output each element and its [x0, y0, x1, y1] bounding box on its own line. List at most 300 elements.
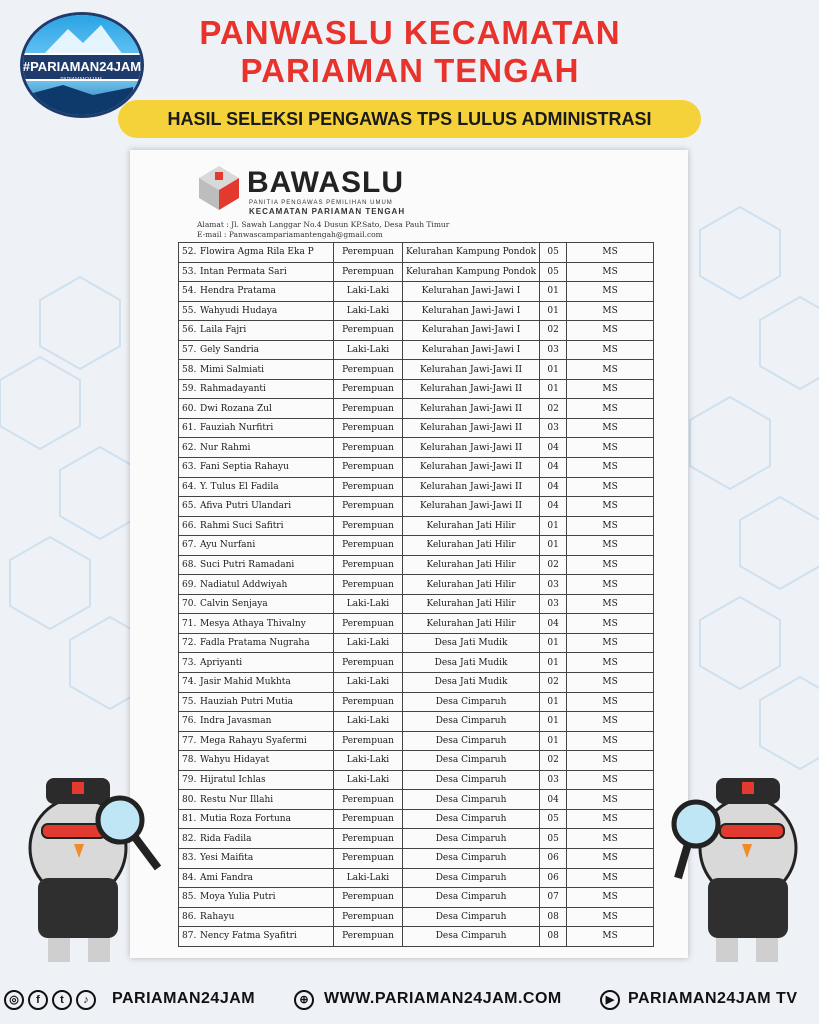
- table-row: [179, 360, 654, 380]
- row-gender: Perempuan: [334, 262, 403, 282]
- row-name: [179, 673, 334, 693]
- row-status: MS: [567, 301, 654, 321]
- table-row: [179, 399, 654, 419]
- row-name: [179, 770, 334, 790]
- row-name: [179, 321, 334, 341]
- row-person-name: Y. Tulus El Fadila: [200, 481, 279, 492]
- website-link[interactable]: WWW.PARIAMAN24JAM.COM: [324, 990, 562, 1007]
- row-tps: 03: [540, 340, 567, 360]
- row-tps: 04: [540, 477, 567, 497]
- row-tps: 04: [540, 790, 567, 810]
- table-row: [179, 594, 654, 614]
- table-row: [179, 907, 654, 927]
- row-person-name: Calvin Senjaya: [200, 599, 268, 610]
- row-location: Desa Cimparuh: [403, 692, 540, 712]
- row-location: Desa Cimparuh: [403, 888, 540, 908]
- row-gender: Perempuan: [334, 516, 403, 536]
- row-gender: Perempuan: [334, 829, 403, 849]
- row-status: MS: [567, 262, 654, 282]
- row-location: Desa Jati Mudik: [403, 673, 540, 693]
- row-status: MS: [567, 477, 654, 497]
- row-status: MS: [567, 712, 654, 732]
- row-name: [179, 282, 334, 302]
- bawaslu-logo-icon: [195, 164, 243, 210]
- row-person-name: Flowira Agma Rila Eka P: [200, 247, 314, 258]
- row-name: [179, 575, 334, 595]
- row-gender: Laki-Laki: [334, 673, 403, 693]
- row-location: Kelurahan Jati Hilir: [403, 516, 540, 536]
- youtube-channel[interactable]: PARIAMAN24JAM TV: [628, 990, 798, 1007]
- row-name: [179, 340, 334, 360]
- row-number: 58.: [182, 364, 197, 375]
- row-status: MS: [567, 848, 654, 868]
- row-status: MS: [567, 399, 654, 419]
- row-tps: 04: [540, 497, 567, 517]
- row-location: Desa Cimparuh: [403, 712, 540, 732]
- row-number: 74.: [182, 677, 197, 688]
- row-person-name: Wahyu Hidayat: [200, 755, 270, 766]
- row-status: MS: [567, 809, 654, 829]
- row-gender: Laki-Laki: [334, 594, 403, 614]
- table-row: [179, 340, 654, 360]
- row-status: MS: [567, 731, 654, 751]
- row-status: MS: [567, 516, 654, 536]
- row-person-name: Indra Javasman: [200, 716, 272, 727]
- table-row: [179, 633, 654, 653]
- row-tps: 03: [540, 594, 567, 614]
- row-gender: Laki-Laki: [334, 751, 403, 771]
- row-tps: 05: [540, 829, 567, 849]
- row-person-name: Mimi Salmiati: [200, 364, 265, 375]
- row-location: Kelurahan Jati Hilir: [403, 594, 540, 614]
- row-number: 69.: [182, 579, 197, 590]
- table-row: [179, 614, 654, 634]
- row-person-name: Ami Fandra: [200, 872, 253, 883]
- row-tps: 01: [540, 282, 567, 302]
- row-person-name: Laila Fajri: [200, 325, 247, 336]
- table-row: [179, 536, 654, 556]
- row-gender: Perempuan: [334, 848, 403, 868]
- row-gender: Laki-Laki: [334, 712, 403, 732]
- row-status: MS: [567, 497, 654, 517]
- document-sheet: [130, 150, 688, 958]
- row-name: [179, 497, 334, 517]
- brand-badge-label: #PARIAMAN24JAM: [20, 53, 144, 81]
- row-person-name: Fauziah Nurfitri: [200, 423, 274, 434]
- row-gender: Perempuan: [334, 418, 403, 438]
- tiktok-icon[interactable]: ♪: [76, 990, 96, 1010]
- row-name: [179, 360, 334, 380]
- org-subtitle-2: KECAMATAN PARIAMAN TENGAH: [249, 207, 406, 216]
- row-location: Kelurahan Jawi-Jawi II: [403, 497, 540, 517]
- row-person-name: Jasir Mahid Mukhta: [200, 677, 291, 688]
- row-name: [179, 907, 334, 927]
- row-status: MS: [567, 536, 654, 556]
- row-number: 62.: [182, 442, 197, 453]
- row-location: Desa Cimparuh: [403, 751, 540, 771]
- row-person-name: Rahmadayanti: [200, 384, 266, 395]
- row-name: [179, 731, 334, 751]
- table-row: [179, 458, 654, 478]
- row-location: Kelurahan Jawi-Jawi I: [403, 321, 540, 341]
- table-row: [179, 262, 654, 282]
- row-status: MS: [567, 927, 654, 947]
- row-tps: 04: [540, 614, 567, 634]
- row-name: [179, 594, 334, 614]
- youtube-icon[interactable]: ▶: [600, 990, 620, 1010]
- row-location: Kelurahan Kampung Pondok: [403, 262, 540, 282]
- row-gender: Laki-Laki: [334, 301, 403, 321]
- table-row: [179, 653, 654, 673]
- row-name: [179, 751, 334, 771]
- row-status: MS: [567, 614, 654, 634]
- table-row: [179, 477, 654, 497]
- row-number: 60.: [182, 403, 197, 414]
- row-person-name: Fani Septia Rahayu: [200, 462, 289, 473]
- row-tps: 06: [540, 868, 567, 888]
- table-row: [179, 751, 654, 771]
- row-status: MS: [567, 575, 654, 595]
- row-number: 55.: [182, 305, 197, 316]
- row-gender: Perempuan: [334, 243, 403, 263]
- row-gender: Perempuan: [334, 555, 403, 575]
- row-status: MS: [567, 282, 654, 302]
- owl-mascot-right: [658, 768, 818, 968]
- row-person-name: Nency Fatma Syafitri: [200, 931, 297, 942]
- row-tps: 02: [540, 673, 567, 693]
- table-row: [179, 555, 654, 575]
- row-location: Desa Cimparuh: [403, 907, 540, 927]
- row-person-name: Apriyanti: [200, 657, 243, 668]
- row-number: 66.: [182, 520, 197, 531]
- row-person-name: Wahyudi Hudaya: [200, 305, 278, 316]
- row-person-name: Intan Permata Sari: [200, 266, 287, 277]
- row-tps: 03: [540, 770, 567, 790]
- row-number: 59.: [182, 384, 197, 395]
- table-row: [179, 243, 654, 263]
- row-location: Kelurahan Jawi-Jawi II: [403, 360, 540, 380]
- row-tps: 06: [540, 848, 567, 868]
- row-name: [179, 712, 334, 732]
- row-location: Kelurahan Jawi-Jawi II: [403, 418, 540, 438]
- row-status: MS: [567, 751, 654, 771]
- row-number: 57.: [182, 345, 197, 355]
- row-status: MS: [567, 907, 654, 927]
- row-person-name: Rahayu: [200, 911, 235, 922]
- row-number: 75.: [182, 696, 197, 707]
- row-tps: 05: [540, 243, 567, 263]
- row-number: 67.: [182, 540, 197, 551]
- row-name: [179, 829, 334, 849]
- row-gender: Perempuan: [334, 438, 403, 458]
- row-number: 81.: [182, 814, 197, 825]
- table-row: [179, 712, 654, 732]
- row-gender: Laki-Laki: [334, 633, 403, 653]
- row-gender: Perempuan: [334, 321, 403, 341]
- row-location: Desa Cimparuh: [403, 731, 540, 751]
- row-gender: Laki-Laki: [334, 770, 403, 790]
- row-number: 78.: [182, 755, 197, 766]
- document-letterhead: [195, 160, 595, 240]
- row-person-name: Nadiatul Addwiyah: [200, 579, 288, 590]
- row-person-name: Restu Nur Illahi: [200, 794, 274, 805]
- row-gender: Laki-Laki: [334, 340, 403, 360]
- row-number: 68.: [182, 560, 197, 571]
- row-gender: Perempuan: [334, 477, 403, 497]
- row-number: 53.: [182, 266, 197, 277]
- row-person-name: Rida Fadila: [200, 833, 252, 844]
- row-name: [179, 477, 334, 497]
- row-name: [179, 848, 334, 868]
- row-gender: Perempuan: [334, 907, 403, 927]
- row-tps: 01: [540, 360, 567, 380]
- row-tps: 04: [540, 458, 567, 478]
- row-number: 71.: [182, 618, 197, 629]
- table-row: [179, 868, 654, 888]
- row-person-name: Mutia Roza Fortuna: [200, 814, 291, 825]
- brand-logo: [20, 12, 144, 118]
- row-person-name: Mesya Athaya Thivalny: [200, 618, 306, 629]
- table-row: [179, 829, 654, 849]
- row-gender: Perempuan: [334, 653, 403, 673]
- row-name: [179, 809, 334, 829]
- row-tps: 07: [540, 888, 567, 908]
- row-number: 77.: [182, 735, 197, 746]
- row-location: Kelurahan Jawi-Jawi II: [403, 477, 540, 497]
- row-number: 70.: [182, 599, 197, 610]
- row-gender: Perempuan: [334, 575, 403, 595]
- row-location: Kelurahan Jati Hilir: [403, 555, 540, 575]
- row-location: Kelurahan Kampung Pondok: [403, 243, 540, 263]
- table-row: [179, 731, 654, 751]
- row-location: Desa Jati Mudik: [403, 653, 540, 673]
- row-gender: Laki-Laki: [334, 282, 403, 302]
- row-number: 76.: [182, 716, 197, 727]
- row-number: 79.: [182, 775, 197, 786]
- row-name: [179, 516, 334, 536]
- row-status: MS: [567, 770, 654, 790]
- table-row: [179, 379, 654, 399]
- row-person-name: Dwi Rozana Zul: [200, 403, 272, 414]
- row-status: MS: [567, 418, 654, 438]
- row-name: [179, 243, 334, 263]
- table-row: [179, 418, 654, 438]
- candidate-table: [178, 242, 654, 947]
- row-gender: Perempuan: [334, 614, 403, 634]
- row-location: Kelurahan Jawi-Jawi I: [403, 282, 540, 302]
- row-tps: 03: [540, 575, 567, 595]
- row-location: Desa Jati Mudik: [403, 633, 540, 653]
- owl-mascot-left: [8, 768, 168, 968]
- row-tps: 04: [540, 438, 567, 458]
- row-name: [179, 301, 334, 321]
- row-location: Desa Cimparuh: [403, 829, 540, 849]
- row-number: 82.: [182, 833, 197, 844]
- row-name: [179, 790, 334, 810]
- row-tps: 03: [540, 418, 567, 438]
- instagram-icon[interactable]: ◎: [4, 990, 24, 1010]
- table-row: [179, 692, 654, 712]
- row-name: [179, 653, 334, 673]
- row-number: 85.: [182, 892, 197, 903]
- row-status: MS: [567, 458, 654, 478]
- row-person-name: Hijratul Ichlas: [200, 775, 266, 786]
- table-row: [179, 321, 654, 341]
- row-number: 56.: [182, 325, 197, 336]
- row-status: MS: [567, 790, 654, 810]
- row-person-name: Nur Rahmi: [200, 442, 251, 453]
- facebook-icon[interactable]: f: [28, 990, 48, 1010]
- row-status: MS: [567, 360, 654, 380]
- org-email: E-mail : Panwascampariamantengah@gmail.com: [197, 230, 383, 239]
- row-status: MS: [567, 673, 654, 693]
- table-row: [179, 301, 654, 321]
- row-tps: 08: [540, 927, 567, 947]
- row-gender: Perempuan: [334, 692, 403, 712]
- row-name: [179, 888, 334, 908]
- row-tps: 02: [540, 751, 567, 771]
- row-status: MS: [567, 243, 654, 263]
- table-row: [179, 438, 654, 458]
- row-status: MS: [567, 340, 654, 360]
- row-gender: Perempuan: [334, 927, 403, 947]
- table-row: [179, 770, 654, 790]
- row-person-name: Suci Putri Ramadani: [200, 560, 295, 571]
- row-tps: 08: [540, 907, 567, 927]
- row-number: 84.: [182, 872, 197, 883]
- row-name: [179, 379, 334, 399]
- row-tps: 02: [540, 399, 567, 419]
- row-location: Kelurahan Jati Hilir: [403, 575, 540, 595]
- row-tps: 01: [540, 712, 567, 732]
- row-status: MS: [567, 829, 654, 849]
- row-location: Desa Cimparuh: [403, 770, 540, 790]
- table-row: [179, 497, 654, 517]
- row-gender: Perempuan: [334, 809, 403, 829]
- row-name: [179, 262, 334, 282]
- row-person-name: Afiva Putri Ulandari: [200, 501, 292, 512]
- page-subtitle: HASIL SELEKSI PENGAWAS TPS LULUS ADMINISTRASI: [118, 100, 701, 138]
- row-name: [179, 868, 334, 888]
- row-person-name: Gely Sandria: [200, 345, 259, 355]
- row-number: 54.: [182, 286, 197, 297]
- row-person-name: Moya Yulia Putri: [200, 892, 276, 903]
- row-tps: 01: [540, 633, 567, 653]
- row-person-name: Hauziah Putri Mutia: [200, 696, 294, 707]
- row-name: [179, 692, 334, 712]
- row-number: 83.: [182, 853, 197, 864]
- row-gender: Laki-Laki: [334, 868, 403, 888]
- row-location: Kelurahan Jati Hilir: [403, 614, 540, 634]
- row-tps: 05: [540, 809, 567, 829]
- row-person-name: Hendra Pratama: [200, 286, 276, 297]
- row-gender: Perempuan: [334, 536, 403, 556]
- row-location: Kelurahan Jati Hilir: [403, 536, 540, 556]
- row-number: 72.: [182, 638, 197, 649]
- row-number: 52.: [182, 247, 197, 258]
- row-person-name: Rahmi Suci Safitri: [200, 520, 284, 531]
- row-tps: 01: [540, 379, 567, 399]
- row-number: 65.: [182, 501, 197, 512]
- table-row: [179, 809, 654, 829]
- row-number: 86.: [182, 911, 197, 922]
- row-person-name: Ayu Nurfani: [200, 540, 256, 551]
- row-gender: Perempuan: [334, 497, 403, 517]
- row-name: [179, 633, 334, 653]
- row-tps: 01: [540, 301, 567, 321]
- row-gender: Perempuan: [334, 458, 403, 478]
- row-location: Kelurahan Jawi-Jawi II: [403, 399, 540, 419]
- table-row: [179, 848, 654, 868]
- row-person-name: Fadla Pratama Nugraha: [200, 638, 310, 649]
- row-gender: Perempuan: [334, 399, 403, 419]
- row-location: Kelurahan Jawi-Jawi II: [403, 438, 540, 458]
- row-tps: 05: [540, 262, 567, 282]
- page-title-line1: PANWASLU KECAMATAN: [199, 14, 621, 51]
- org-address: Alamat : Jl. Sawah Langgar No.4 Dusun KP.Sato, Desa Pauh Timur: [197, 220, 450, 229]
- row-status: MS: [567, 868, 654, 888]
- row-status: MS: [567, 379, 654, 399]
- footer-bar: [0, 980, 819, 1024]
- row-person-name: Mega Rahayu Syafermi: [200, 735, 307, 746]
- row-name: [179, 458, 334, 478]
- org-subtitle-1: PANITIA PENGAWAS PEMILIHAN UMUM: [249, 200, 393, 206]
- page-title-line2: PARIAMAN TENGAH: [240, 52, 580, 89]
- row-status: MS: [567, 633, 654, 653]
- row-name: [179, 555, 334, 575]
- table-row: [179, 575, 654, 595]
- row-number: 63.: [182, 462, 197, 473]
- row-name: [179, 536, 334, 556]
- row-tps: 01: [540, 692, 567, 712]
- twitter-icon[interactable]: t: [52, 990, 72, 1010]
- row-status: MS: [567, 555, 654, 575]
- row-name: [179, 438, 334, 458]
- row-name: [179, 614, 334, 634]
- row-number: 80.: [182, 794, 197, 805]
- row-status: MS: [567, 594, 654, 614]
- row-gender: Perempuan: [334, 888, 403, 908]
- row-location: Desa Cimparuh: [403, 790, 540, 810]
- row-location: Kelurahan Jawi-Jawi I: [403, 301, 540, 321]
- row-tps: 01: [540, 516, 567, 536]
- row-number: 64.: [182, 481, 197, 492]
- table-row: [179, 282, 654, 302]
- brand-badge-sub: PARIAMAN24JAM: [60, 77, 102, 83]
- org-name: BAWASLU: [247, 166, 404, 199]
- row-tps: 02: [540, 321, 567, 341]
- row-status: MS: [567, 888, 654, 908]
- row-location: Desa Cimparuh: [403, 927, 540, 947]
- row-name: [179, 399, 334, 419]
- row-status: MS: [567, 653, 654, 673]
- row-name: [179, 927, 334, 947]
- row-tps: 01: [540, 731, 567, 751]
- row-tps: 01: [540, 653, 567, 673]
- table-row: [179, 516, 654, 536]
- row-tps: 01: [540, 536, 567, 556]
- table-row: [179, 888, 654, 908]
- table-row: [179, 673, 654, 693]
- row-status: MS: [567, 321, 654, 341]
- row-tps: 02: [540, 555, 567, 575]
- table-row: [179, 927, 654, 947]
- row-gender: Perempuan: [334, 379, 403, 399]
- row-location: Desa Cimparuh: [403, 868, 540, 888]
- social-handle[interactable]: PARIAMAN24JAM: [112, 990, 256, 1007]
- globe-icon: ⊕: [294, 990, 314, 1010]
- row-gender: Perempuan: [334, 790, 403, 810]
